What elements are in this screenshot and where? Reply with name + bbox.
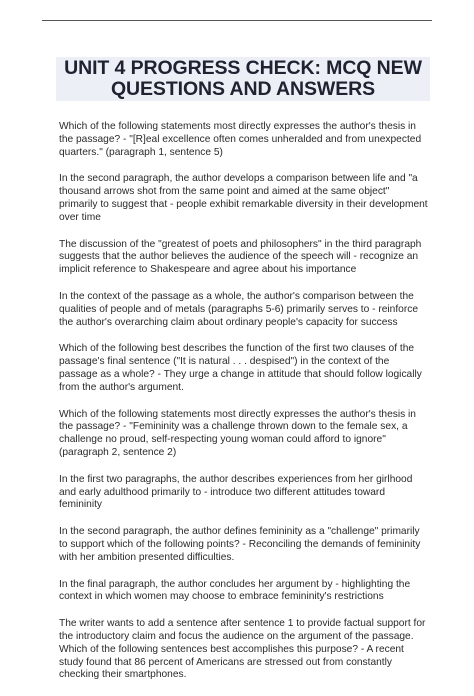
qa-item: Which of the following best describes the function of the first two clauses of the passage's final sentence ("It is natural . . . despised") in the context of the passage as a whole? - They urge a change in attitude that should follow logically from the author's argument.	[59, 343, 422, 393]
page-title	[64, 58, 422, 100]
qa-item: In the second paragraph, the author defines femininity as a "challenge" primarily to support which of the following points? - Reconciling the demands of femininity with her ambition presented difficulties.	[59, 526, 421, 563]
qa-list	[59, 121, 430, 696]
qa-item: In the context of the passage as a whole, the author's comparison between the qualities of people and of metals (paragraphs 5-6) primarily serves to - reinforce the author's overarching claim about ordinary people's capacity for success	[59, 290, 418, 328]
qa-item: Which of the following statements most directly expresses the author's thesis in the passage? - "Femininity was a challenge thrown down to the female sex, a challenge no proud, self-respecting young woman could afford to ignore" (paragraph 2, sentence 2)	[59, 408, 416, 458]
header-divider	[42, 20, 432, 21]
title-line-1: UNIT 4 PROGRESS CHECK: MCQ NEW	[64, 57, 422, 79]
title-banner	[56, 57, 430, 101]
qa-item: The writer wants to add a sentence after sentence 1 to provide factual support for the introductory claim and focus the audience on the argument of the passage. Which of the following sentences best accomplishes this purpose? - A recent study found that 86 percent of Americans are stressed out from constantly checking their smartphones.	[59, 618, 426, 681]
title-line-2: QUESTIONS AND ANSWERS	[110, 78, 376, 100]
qa-item: The discussion of the "greatest of poets and philosophers" in the third paragraph suggests that the author believes the audience of the speech will - recognize an implicit reference to Shakespeare and agree about his importance	[59, 238, 422, 276]
qa-item: Which of the following statements most directly expresses the author's thesis in the passage? - "[R]eal excellence often comes unheralded and from unexpected quarters." (paragraph 1, sentence 5)	[59, 121, 422, 158]
qa-item: In the second paragraph, the author develops a comparison between life and "a thousand arrows shot from the same point and aimed at the same object" primarily to suggest that - people exhibit remarkable diversity in their development over time	[59, 173, 428, 223]
qa-item: In the final paragraph, the author concludes her argument by - highlighting the context in which women may choose to embrace femininity's restrictions	[59, 578, 411, 603]
qa-item: In the first two paragraphs, the author describes experiences from her girlhood and early adulthood primarily to - introduce two different attitudes toward femininity	[59, 473, 413, 511]
